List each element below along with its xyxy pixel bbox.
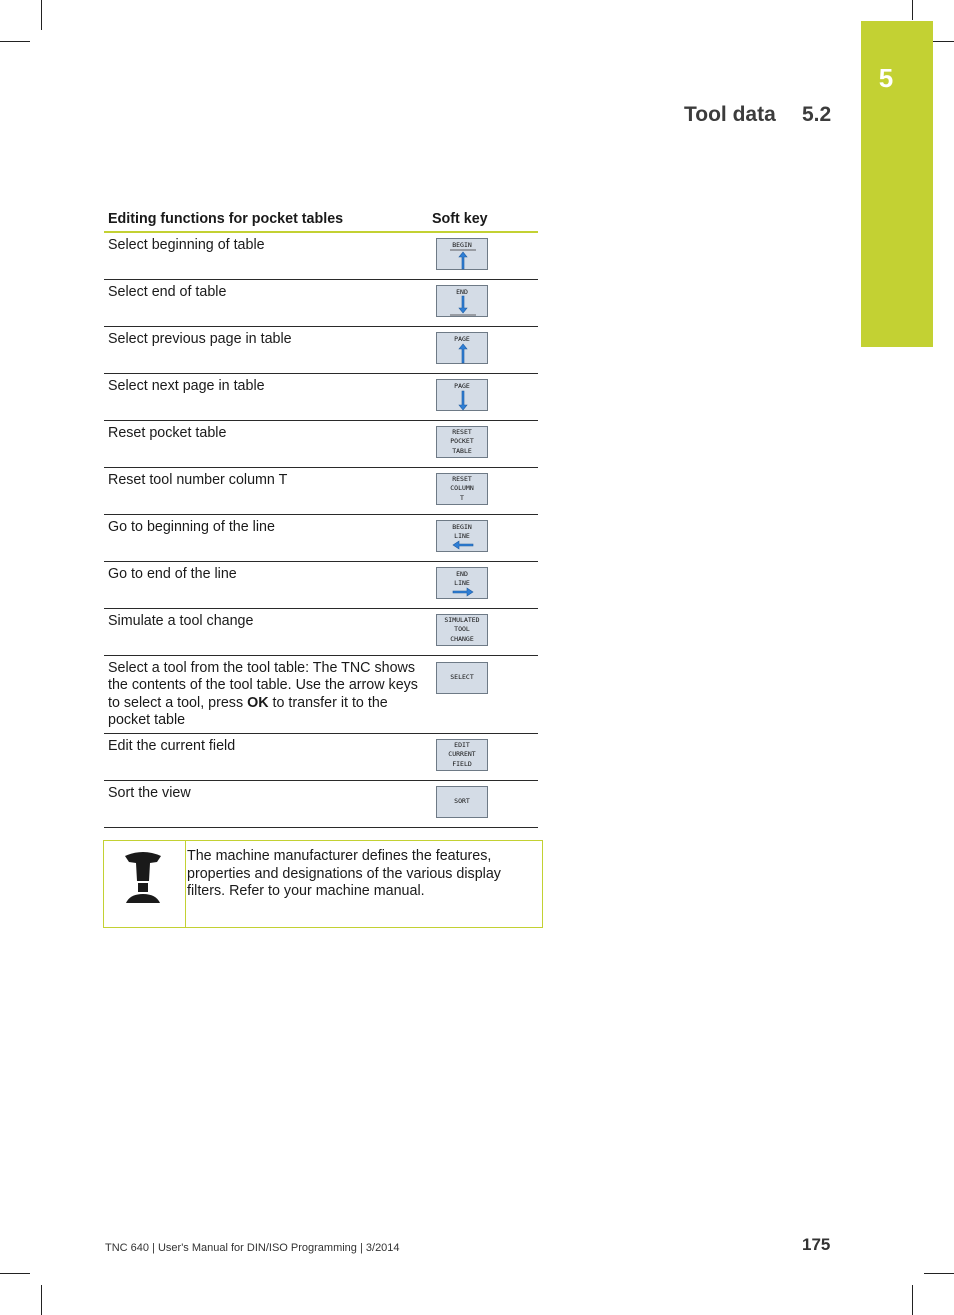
function-description bbox=[104, 561, 428, 608]
softkey-button[interactable] bbox=[436, 285, 488, 317]
softkey-label: LINE bbox=[454, 532, 470, 540]
description-text: Simulate a tool change bbox=[108, 612, 254, 629]
description-text: Select next page in table bbox=[108, 377, 265, 394]
table-row bbox=[104, 420, 538, 467]
softkey-button[interactable] bbox=[436, 567, 488, 599]
softkey-label: SIMULATED bbox=[444, 615, 480, 624]
softkey-button[interactable] bbox=[436, 520, 488, 552]
softkey-label: T bbox=[460, 493, 464, 502]
softkey-label: CURRENT bbox=[448, 750, 476, 758]
footer-text: TNC 640 | User's Manual for DIN/ISO Programming | 3/2014 bbox=[105, 1242, 400, 1254]
crop-mark bbox=[912, 0, 913, 20]
description-text: Reset pocket table bbox=[108, 424, 227, 441]
softkey-cell bbox=[428, 655, 538, 733]
function-description bbox=[104, 326, 428, 373]
crop-mark bbox=[0, 41, 30, 42]
softkey-label: PAGE bbox=[454, 334, 470, 343]
table-row bbox=[104, 279, 538, 326]
softkey-label: END bbox=[456, 569, 468, 578]
softkey-cell bbox=[428, 232, 538, 279]
section-number: 5.2 bbox=[802, 103, 832, 126]
table-row bbox=[104, 467, 538, 514]
softkey-button[interactable] bbox=[436, 739, 488, 771]
function-description bbox=[104, 655, 428, 733]
table-row bbox=[104, 608, 538, 655]
function-description bbox=[104, 373, 428, 420]
description-text: to transfer it to the pocket table bbox=[108, 694, 388, 728]
softkey-cell bbox=[428, 467, 538, 514]
softkey-label: EDIT bbox=[454, 740, 470, 749]
description-text: Select previous page in table bbox=[108, 330, 292, 347]
softkey-cell bbox=[428, 514, 538, 561]
crop-mark bbox=[41, 1285, 42, 1315]
softkey-label: RESET bbox=[452, 427, 472, 436]
softkey-cell bbox=[428, 420, 538, 467]
column-header-softkey: Soft key bbox=[428, 208, 538, 232]
softkey-cell bbox=[428, 561, 538, 608]
softkey-label: CHANGE bbox=[450, 634, 474, 643]
softkey-label: PAGE bbox=[454, 381, 470, 390]
function-description bbox=[104, 608, 428, 655]
table-row bbox=[104, 232, 538, 279]
softkey-button[interactable] bbox=[436, 332, 488, 364]
crop-mark bbox=[41, 0, 42, 30]
softkey-label: LINE bbox=[454, 579, 470, 587]
table-row bbox=[104, 373, 538, 420]
function-description bbox=[104, 514, 428, 561]
softkey-button[interactable] bbox=[436, 238, 488, 270]
note-box bbox=[103, 840, 543, 928]
description-text: Select a tool from the tool table: The TNC shows the contents of the tool table. Use the arrow keys to select a tool, press bbox=[108, 659, 418, 711]
arrow-left-icon bbox=[437, 521, 489, 557]
softkey-cell bbox=[428, 608, 538, 655]
softkey-label: TABLE bbox=[452, 446, 472, 455]
table-row bbox=[104, 780, 538, 827]
softkey-label: FIELD bbox=[452, 759, 472, 768]
description-text: Reset tool number column T bbox=[108, 471, 288, 488]
description-text: Select beginning of table bbox=[108, 237, 265, 253]
crop-mark bbox=[912, 1285, 913, 1315]
softkey-cell bbox=[428, 780, 538, 827]
ok-key-text: OK bbox=[247, 694, 269, 711]
softkey-button[interactable] bbox=[436, 614, 488, 646]
chapter-number: 5 bbox=[878, 63, 894, 93]
table-row bbox=[104, 733, 538, 780]
softkey-label: END bbox=[456, 287, 468, 296]
arrow-down-to-bottom-icon bbox=[437, 286, 489, 322]
chapter-tab bbox=[861, 21, 933, 347]
softkey-label: POCKET bbox=[450, 437, 474, 445]
softkey-label: TOOL bbox=[454, 625, 470, 633]
description-text: Go to beginning of the line bbox=[108, 518, 275, 535]
pocket-table-functions bbox=[104, 208, 538, 828]
function-description bbox=[104, 780, 428, 827]
arrow-up-to-top-icon bbox=[437, 239, 489, 275]
description-text: Go to end of the line bbox=[108, 565, 237, 582]
machine-manufacturer-icon bbox=[122, 851, 164, 905]
description-text: Edit the current field bbox=[108, 737, 236, 754]
softkey-button[interactable] bbox=[436, 786, 488, 818]
table-row bbox=[104, 326, 538, 373]
table-header-row bbox=[104, 208, 538, 232]
arrow-up-icon bbox=[437, 333, 489, 369]
note-divider bbox=[185, 841, 186, 927]
table-row bbox=[104, 514, 538, 561]
crop-mark bbox=[924, 1273, 954, 1274]
function-description bbox=[104, 467, 428, 514]
softkey-cell bbox=[428, 373, 538, 420]
table-row bbox=[104, 655, 538, 733]
column-header-function: Editing functions for pocket tables bbox=[104, 208, 428, 232]
softkey-cell bbox=[428, 733, 538, 780]
function-description bbox=[104, 279, 428, 326]
function-description bbox=[104, 420, 428, 467]
softkey-label: BEGIN bbox=[452, 241, 472, 249]
arrow-right-icon bbox=[437, 568, 489, 604]
softkey-button[interactable] bbox=[436, 662, 488, 694]
softkey-label: RESET bbox=[452, 474, 472, 483]
softkey-button[interactable] bbox=[436, 379, 488, 411]
note-text: The machine manufacturer defines the features, properties and designations of the various display filters. Refer to your machine manual. bbox=[187, 848, 501, 899]
crop-mark bbox=[0, 1273, 30, 1274]
function-description bbox=[104, 232, 428, 279]
softkey-label: COLUMN bbox=[450, 484, 474, 492]
softkey-cell bbox=[428, 326, 538, 373]
function-description bbox=[104, 733, 428, 780]
description-text: Sort the view bbox=[108, 784, 191, 801]
softkey-label: SORT bbox=[454, 796, 470, 805]
softkey-label: SELECT bbox=[450, 672, 474, 681]
softkey-label: BEGIN bbox=[452, 522, 472, 531]
softkey-button[interactable] bbox=[436, 473, 488, 505]
arrow-down-icon bbox=[437, 380, 489, 416]
page-number: 175 bbox=[802, 1235, 831, 1254]
softkey-cell bbox=[428, 279, 538, 326]
softkey-button[interactable] bbox=[436, 426, 488, 458]
section-title: Tool data bbox=[684, 103, 776, 126]
description-text: Select end of table bbox=[108, 283, 227, 300]
table-row bbox=[104, 561, 538, 608]
